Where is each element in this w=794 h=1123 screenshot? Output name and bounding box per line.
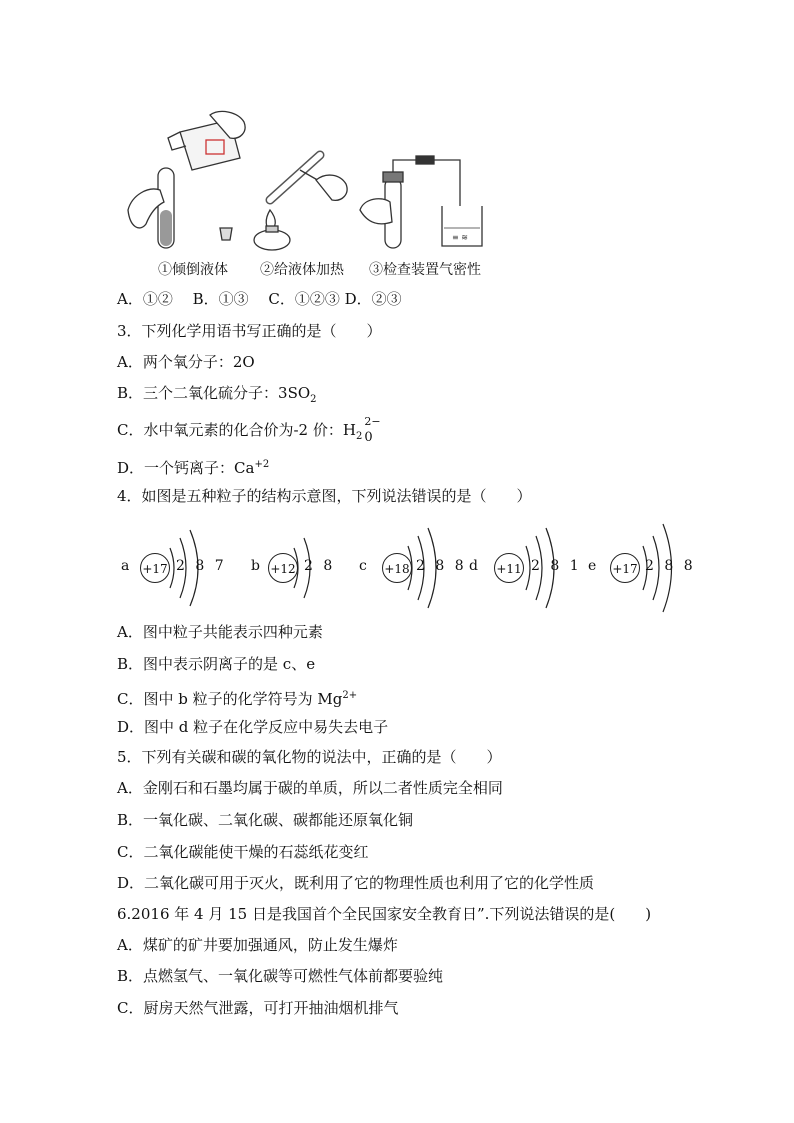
particle-e-nucleus: +17 <box>610 553 640 583</box>
q5-option-c: C．二氧化碳能使干燥的石蕊纸花变红 <box>117 843 369 861</box>
particle-c-label: c <box>359 558 367 574</box>
q4-stem: 4．如图是五种粒子的结构示意图，下列说法错误的是（ ） <box>117 487 532 505</box>
experiment-figure <box>120 110 490 255</box>
q5-option-a: A．金刚石和石墨均属于碳的单质，所以二者性质完全相同 <box>117 779 503 797</box>
q4-option-a: A．图中粒子共能表示四种元素 <box>117 623 323 641</box>
particle-b-nucleus: +12 <box>268 553 298 583</box>
particle-a-nucleus: +17 <box>140 553 170 583</box>
q3-option-a: A．两个氧分子：2O <box>117 353 255 371</box>
particle-d-electrons: 2 8 1 <box>531 558 582 574</box>
q5-stem: 5．下列有关碳和碳的氧化物的说法中，正确的是（ ） <box>117 748 502 766</box>
particle-e-label: e <box>588 558 597 574</box>
caption-pour-liquid: ①倾倒液体 <box>158 262 228 278</box>
particle-b-electrons: 2 8 <box>304 558 336 574</box>
particle-b-label: b <box>251 558 260 574</box>
airtightness-check-illustration <box>360 156 482 248</box>
q6-option-b: B．点燃氢气、一氧化碳等可燃性气体前都要验纯 <box>117 967 444 985</box>
q4-option-c: C．图中 b 粒子的化学符号为 $Mg^{2+}$ <box>117 690 358 708</box>
caption-check-airtightness: ③检查装置气密性 <box>369 262 481 278</box>
particle-c-electrons: 2 8 8 <box>416 558 467 574</box>
q5-option-b: B．一氧化碳、二氧化碳、碳都能还原氧化铜 <box>117 811 414 829</box>
particle-a-electrons: 2 8 7 <box>176 558 227 574</box>
q4-option-d: D．图中 d 粒子在化学反应中易失去电子 <box>117 718 389 736</box>
svg-text:≡ ≋: ≡ ≋ <box>452 233 468 242</box>
q6-option-a: A．煤矿的矿井要加强通风，防止发生爆炸 <box>117 936 398 954</box>
q2-options: A．①② B．①③ C．①②③ D．②③ <box>117 290 402 308</box>
caption-heat-liquid: ②给液体加热 <box>260 262 344 278</box>
pour-liquid-illustration <box>128 111 245 248</box>
particle-d-label: d <box>469 558 478 574</box>
q5-option-d: D．二氧化碳可用于灭火，既利用了它的物理性质也利用了它的化学性质 <box>117 874 595 892</box>
particle-a-label: a <box>121 558 130 574</box>
q6-option-c: C．厨房天然气泄露，可打开抽油烟机排气 <box>117 999 399 1017</box>
q3-option-b: B．三个二氧化硫分子：$3SO_2$ <box>117 384 317 405</box>
q3-stem: 3．下列化学用语书写正确的是（ ） <box>117 322 382 340</box>
q3-option-c: C．水中氧元素的化合价为-2 价：$H_2$ 2− 0 <box>117 415 381 445</box>
q4-option-b: B．图中表示阴离子的是 c、e <box>117 655 316 673</box>
heat-liquid-illustration <box>254 155 347 250</box>
particle-c-nucleus: +18 <box>382 553 412 583</box>
q6-stem: 6.2016 年 4 月 15 日是我国首个全民国家安全教育日”.下列说法错误的是( ) <box>117 905 652 923</box>
particle-d-nucleus: +11 <box>494 553 524 583</box>
particle-e-electrons: 2 8 8 <box>645 558 696 574</box>
q3-option-d: D．一个钙离子：$Ca^{+2}$ <box>117 459 270 477</box>
